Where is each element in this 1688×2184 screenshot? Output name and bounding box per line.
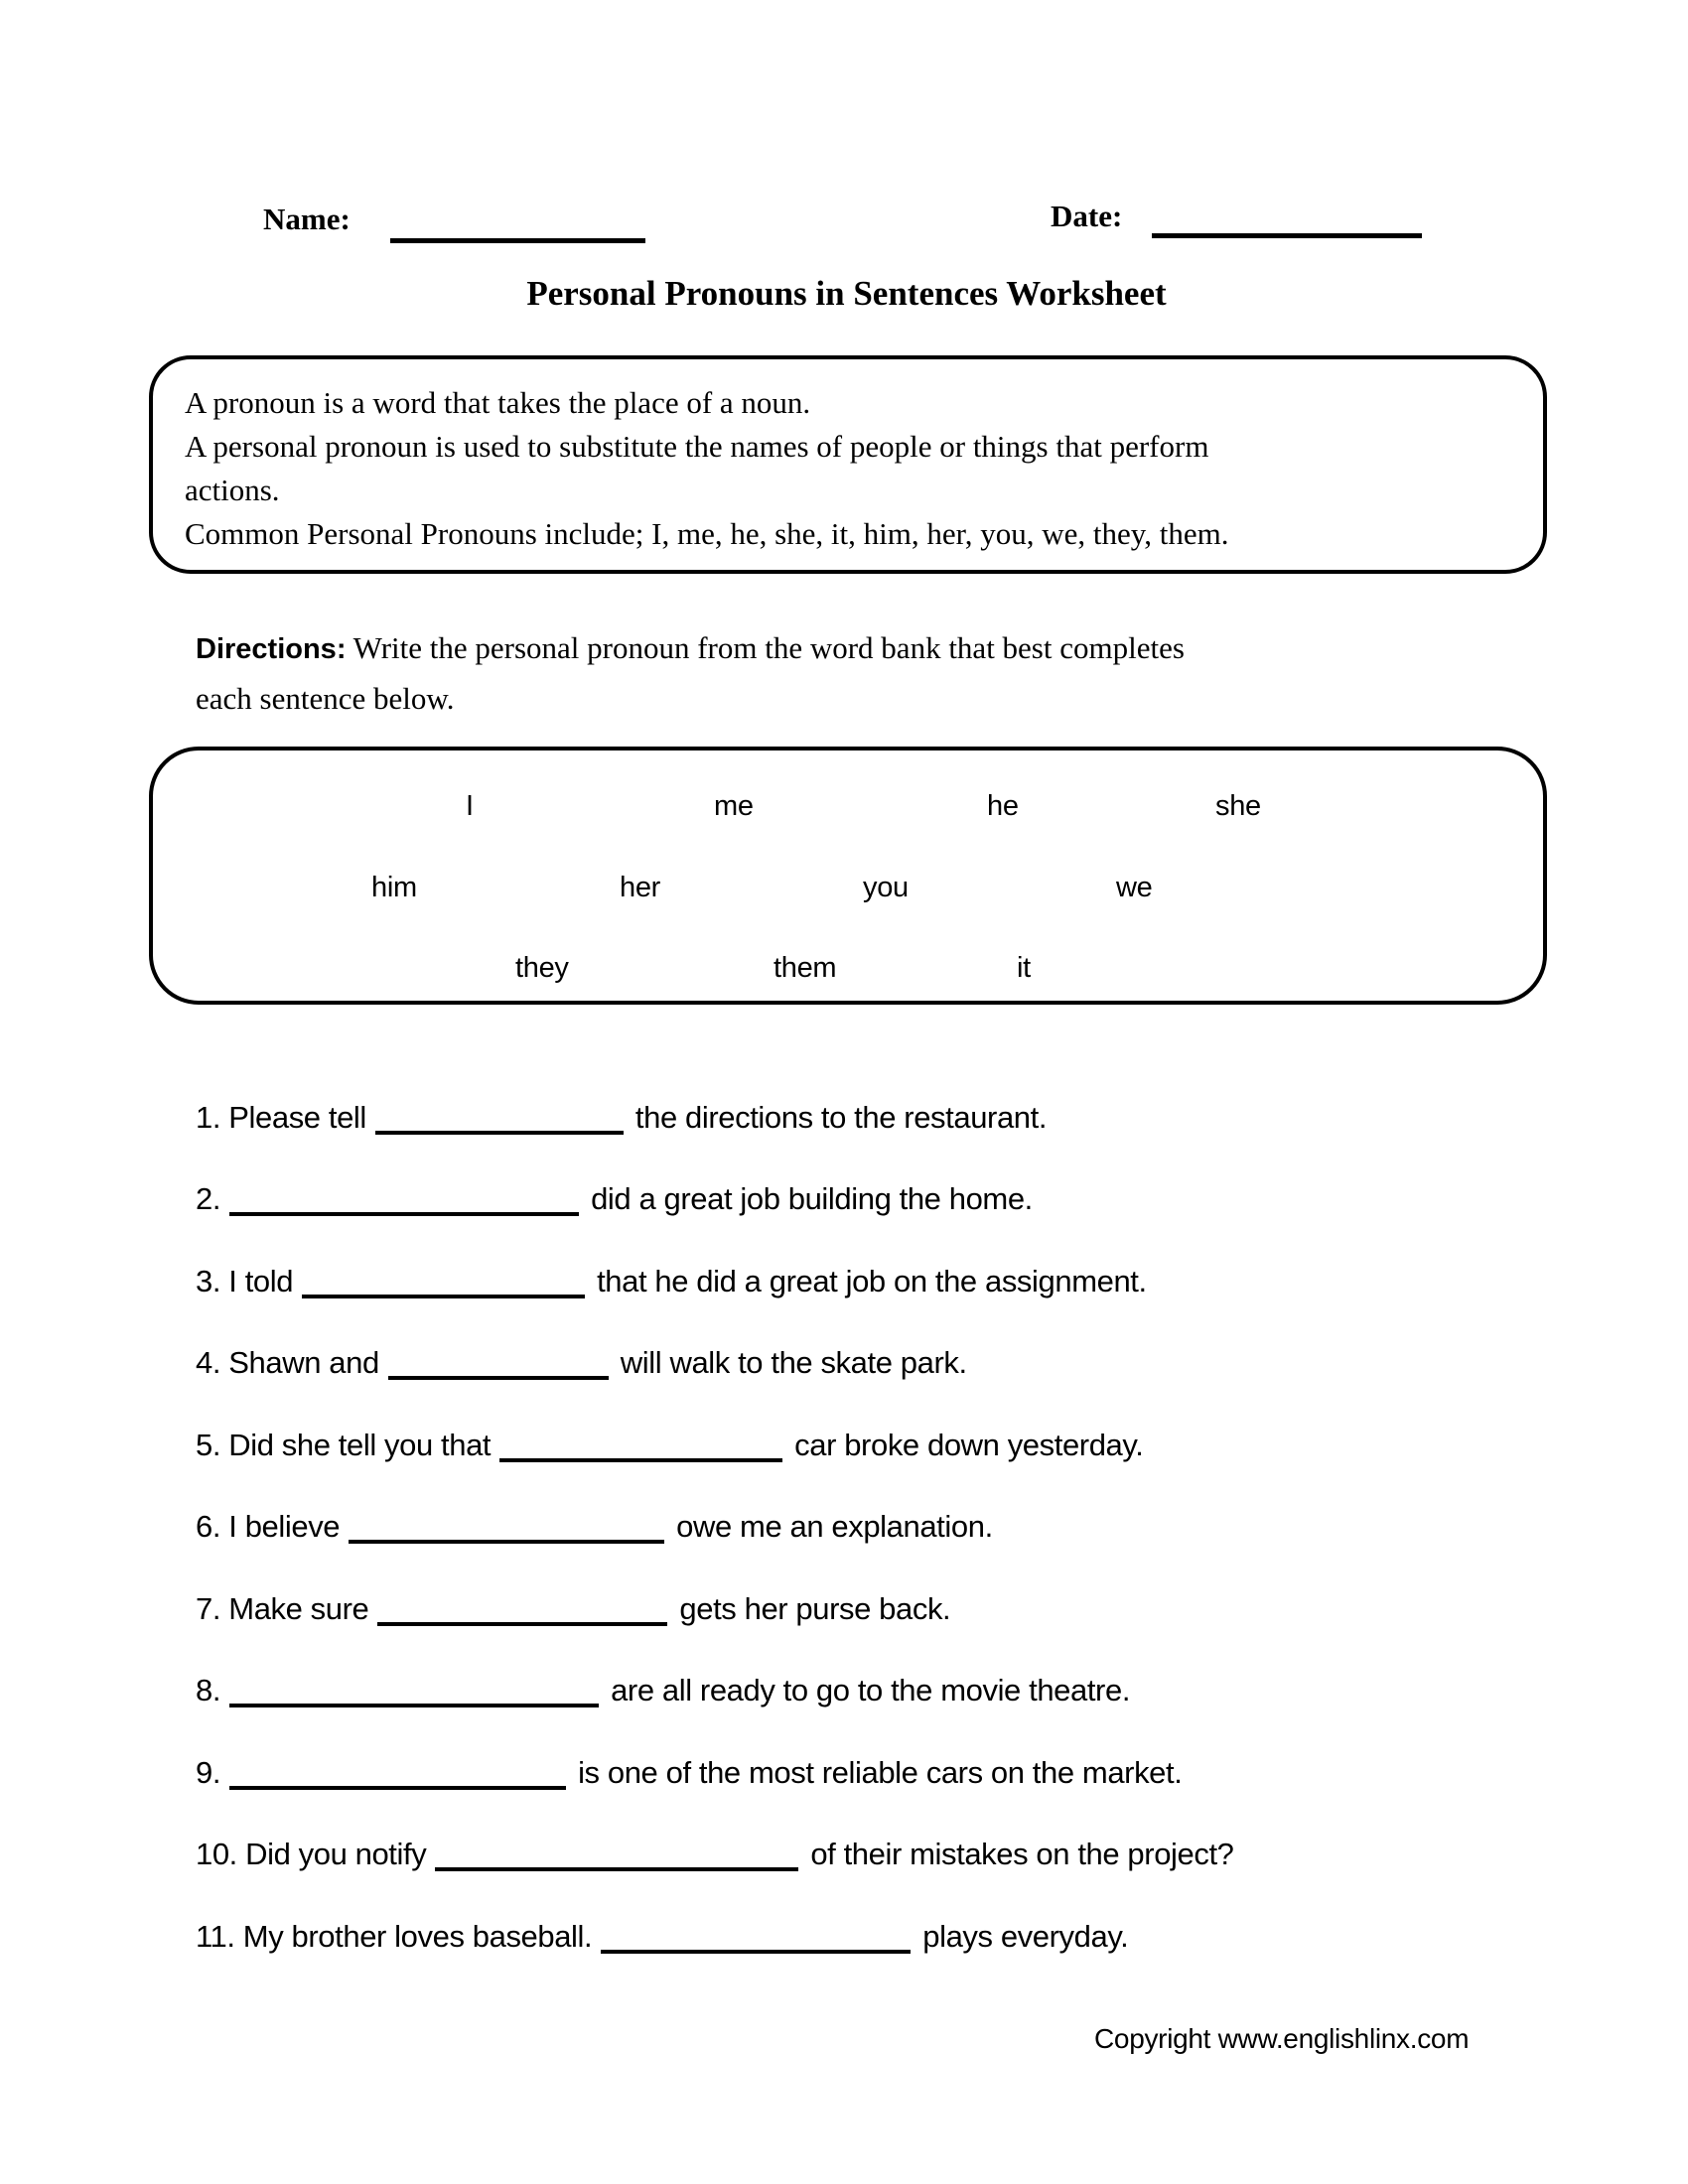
- word-bank-item-he: he: [987, 790, 1019, 822]
- sentence-lead: 6. I believe: [196, 1509, 341, 1544]
- directions: [196, 623, 1185, 723]
- answer-blank: [377, 1592, 667, 1626]
- definition-line-2: A personal pronoun is used to substitute the names of people or things that perform: [185, 429, 1209, 464]
- sentence-tail: gets her purse back.: [679, 1591, 951, 1626]
- answer-blank: [349, 1510, 664, 1544]
- word-bank-box: [149, 747, 1547, 1005]
- word-bank-item-you: you: [863, 872, 909, 903]
- directions-text-line-1: Write the personal pronoun from the word bank that best completes: [346, 630, 1185, 665]
- word-bank-item-i: I: [466, 790, 474, 822]
- word-bank-item-me: me: [714, 790, 754, 822]
- sentence-lead: 11. My brother loves baseball.: [196, 1919, 593, 1954]
- sentence-item-11: [196, 1919, 1606, 1955]
- sentence-item-2: [196, 1181, 1606, 1217]
- sentence-item-7: [196, 1591, 1606, 1627]
- definition-line-3: actions.: [185, 473, 280, 507]
- sentence-tail: owe me an explanation.: [676, 1509, 993, 1544]
- date-blank-line: [1152, 205, 1422, 238]
- sentence-lead: 3. I told: [196, 1264, 294, 1298]
- answer-blank: [302, 1265, 585, 1298]
- answer-blank: [499, 1429, 782, 1462]
- sentence-item-5: [196, 1428, 1606, 1463]
- sentence-lead: 7. Make sure: [196, 1591, 369, 1626]
- word-bank-item-she: she: [1215, 790, 1261, 822]
- word-bank-item-them: them: [774, 952, 837, 984]
- name-blank-line: [390, 209, 645, 243]
- sentence-tail: did a great job building the home.: [591, 1181, 1033, 1216]
- sentence-lead: 5. Did she tell you that: [196, 1428, 492, 1462]
- answer-blank: [229, 1182, 579, 1216]
- sentence-lead: 10. Did you notify: [196, 1837, 427, 1871]
- directions-label: Directions:: [196, 633, 347, 665]
- directions-text-line-2: each sentence below.: [196, 681, 455, 716]
- sentence-lead: 1. Please tell: [196, 1100, 366, 1135]
- sentence-tail: is one of the most reliable cars on the market.: [578, 1755, 1183, 1790]
- worksheet-title: Personal Pronouns in Sentences Worksheet: [526, 274, 1167, 313]
- sentence-tail: will walk to the skate park.: [620, 1345, 967, 1380]
- sentence-lead: 9.: [196, 1755, 221, 1790]
- sentence-tail: car broke down yesterday.: [794, 1428, 1144, 1462]
- word-bank-item-her: her: [620, 872, 661, 903]
- sentence-lead: 4. Shawn and: [196, 1345, 379, 1380]
- answer-blank: [229, 1756, 566, 1790]
- sentence-item-8: [196, 1673, 1606, 1708]
- answer-blank: [388, 1346, 609, 1380]
- answer-blank: [601, 1920, 911, 1954]
- definition-line-4: Common Personal Pronouns include; I, me, he, she, it, him, her, you, we, they, them.: [185, 516, 1229, 551]
- sentence-item-4: [196, 1345, 1606, 1381]
- sentence-item-3: [196, 1264, 1606, 1299]
- word-bank-item-we: we: [1116, 872, 1153, 903]
- sentence-tail: are all ready to go to the movie theatre.: [611, 1673, 1131, 1707]
- sentence-lead: 8.: [196, 1673, 221, 1707]
- date-label: Date:: [1051, 199, 1123, 233]
- word-bank-item-him: him: [371, 872, 417, 903]
- sentence-tail: the directions to the restaurant.: [634, 1100, 1048, 1135]
- sentence-item-6: [196, 1509, 1606, 1545]
- copyright: Copyright www.englishlinx.com: [1094, 2023, 1470, 2054]
- answer-blank: [435, 1838, 798, 1871]
- definition-box: [149, 355, 1547, 574]
- sentence-tail: that he did a great job on the assignment.: [597, 1264, 1147, 1298]
- answer-blank: [375, 1101, 624, 1135]
- sentence-item-10: [196, 1837, 1606, 1872]
- sentence-item-1: [196, 1100, 1606, 1136]
- word-bank-item-it: it: [1017, 952, 1031, 984]
- answer-blank: [229, 1674, 599, 1707]
- sentence-item-9: [196, 1755, 1606, 1791]
- sentence-lead: 2.: [196, 1181, 221, 1216]
- word-bank-item-they: they: [515, 952, 569, 984]
- definition-line-1: A pronoun is a word that takes the place of a noun.: [185, 385, 811, 420]
- name-label: Name:: [263, 202, 351, 236]
- sentence-tail: plays everyday.: [922, 1919, 1129, 1954]
- sentence-tail: of their mistakes on the project?: [810, 1837, 1234, 1871]
